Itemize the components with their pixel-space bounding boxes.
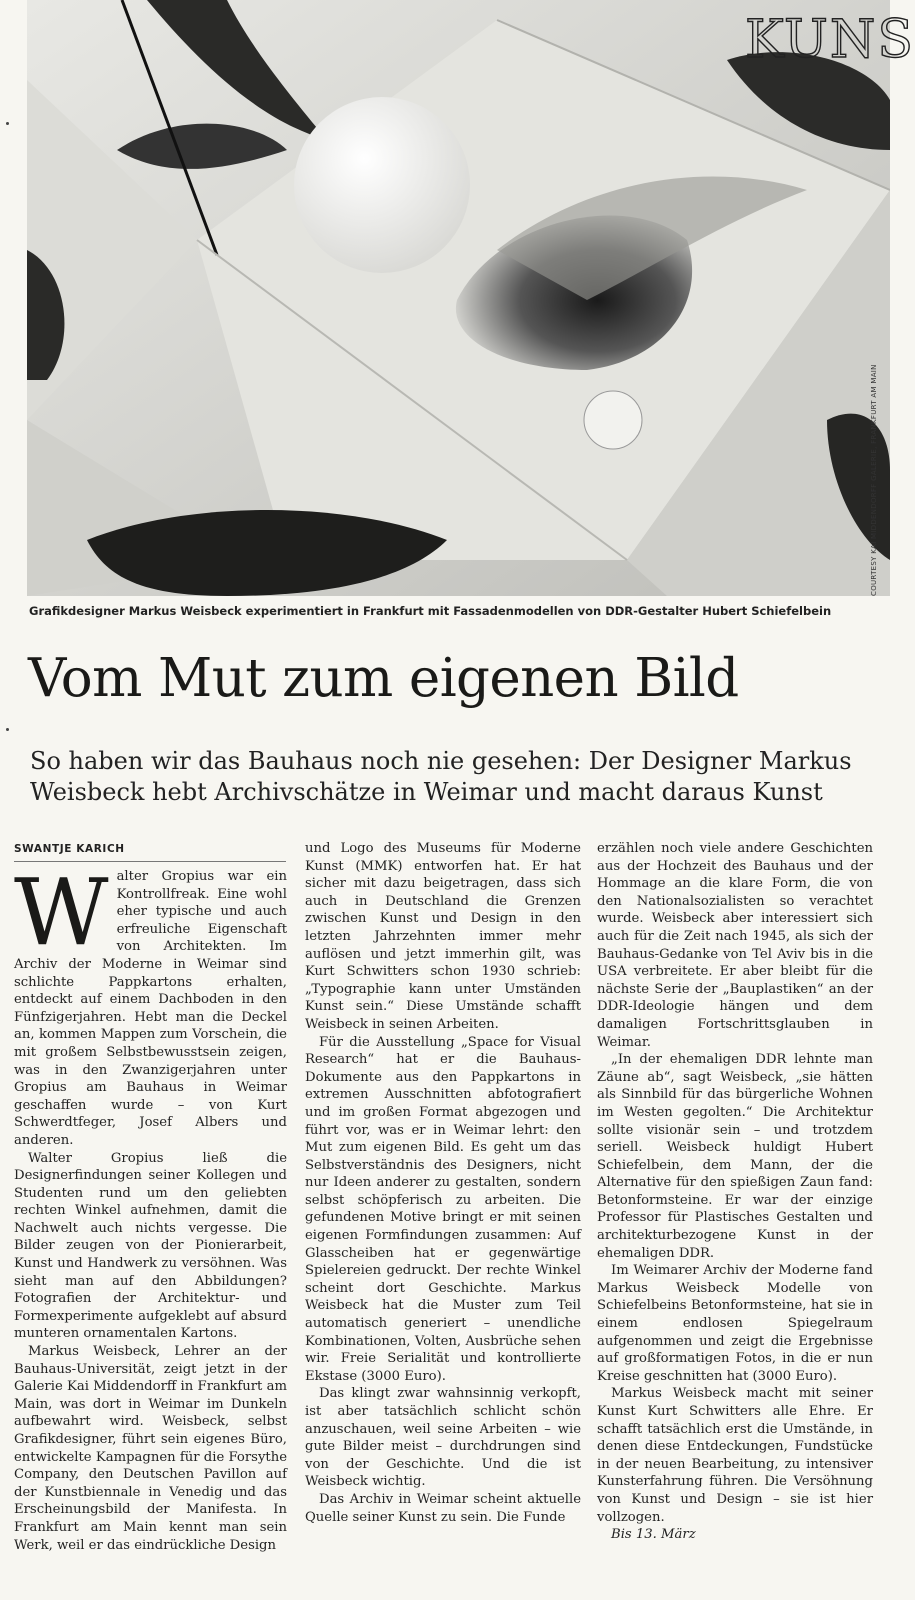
drop-cap: W (14, 859, 109, 966)
paragraph-3: Markus Weisbeck, Lehrer an der Bauhaus-Universität, zeigt jetzt in der Galerie Kai Middendorff in Frankfurt am Main, was dort in Weimar im Dunkeln aufbewahrt wird. Weisbeck, selbst Grafikdesigner, führt sein eigenes Büro, entwickelte Kampagnen für die Forsythe Company, den Deutschen Pavillon auf der Kunstbiennale in Venedig und das Erscheinungsbild der Manifesta. In Frankfurt am Main kennt man sein Werk, weil er das eindrückliche Design (14, 1344, 287, 1553)
paragraph-10: Im Weimarer Archiv der Moderne fand Markus Weisbeck Modelle von Schiefelbeins Betonformsteine, hat sie in einem endlosen Spiegelraum aufgenommen und zeigt die Ergebnisse auf großformatigen Fotos, in die er nun Kreise geschnitten hat (3000 Euro). (597, 1263, 873, 1384)
paragraph-9: „In der ehemaligen DDR lehnte man Zäune ab“, sagt Weisbeck, „sie hätten als Sinnbild für das bürgerliche Wohnen im Westen gegolten.“ Die Architektur sollte visionär sein – und trotzdem seriell. Weisbeck huldigt Hubert Schiefelbein, dem Mann, der die Alternative für den spießigen Zaun fand: Betonformsteine. Er war der einzige Professor für Plastisches Gestalten und architekturbezogene Kunst in der ehemaligen DDR. (597, 1052, 873, 1261)
column-2 (305, 840, 581, 1526)
photo-credit: COURTESY KAI MIDDENDORFF GALERIE, FRANKFURT AM MAIN (870, 364, 878, 596)
headline: Vom Mut zum eigenen Bild (28, 648, 739, 709)
section-label: KUNS (745, 10, 915, 70)
author-byline: SWANTJE KARICH (14, 843, 286, 862)
paragraph-6: Das klingt zwar wahnsinnig verkopft, ist aber tatsächlich schlicht schön anzuschauen, weil seine Arbeiten – wie gute Bilder meist – durchdrungen sind von der Geschichte. Und die ist Weisbeck wichtig. (305, 1386, 581, 1490)
paragraph-11: Markus Weisbeck macht mit seiner Kunst Kurt Schwitters alle Ehre. Er schafft tatsächlich erst die Umstände, in denen diese Entdeckungen, Fundstücke in der neuen Bearbeitung, zu intensiver Kunsterfahrung führen. Die Versöhnung von Kunst und Design – sie ist hier vollzogen. (597, 1386, 873, 1525)
column-1 (14, 859, 287, 1554)
paragraph-2: Walter Gropius ließ die Designerfindungen seiner Kollegen und Studenten rund um den geliebten rechten Winkel aufnehmen, damit die Nachwelt auch nichts vergesse. Die Bilder zeugen von der Pionierarbeit, Kunst und Handwerk zu versöhnen. Was sieht man auf den Abbildungen? Fotografien der Architektur- und Formexperimente aufgeklebt auf absurd munteren ornamentalen Kartons. (14, 1150, 287, 1342)
paragraph-7: Das Archiv in Weimar scheint aktuelle Quelle seiner Kunst zu sein. Die Funde (305, 1491, 581, 1525)
column-3 (597, 840, 873, 1544)
paragraph-1: Walter Gropius war ein Kontrollfreak. Eine wohl eher typische und auch erfreuliche Eigenschaft von Architekten. Im Archiv der Moderne in Weimar sind schlichte Pappkartons erhalten, entdeckt auf einem Dachboden in den Fünfzigerjahren. Hebt man die Deckel an, kommen Mappen zum Vorschein, die mit großem Selbstbewusstsein zeigen, was in den Zwanzigerjahren unter Gropius am Bauhaus in Weimar geschaffen wurde – von Kurt Schwerdtfeger, Josef Albers und anderen. (14, 859, 287, 1148)
margin-mark (6, 122, 9, 125)
paragraph-4: und Logo des Museums für Moderne Kunst (MMK) entworfen hat. Er hat sicher mit dazu beigetragen, dass sich auch in Deutschland die Grenzen zwischen Kunst und Design in den letzten Jahrzehnten immer mehr auflösen und jetzt immerhin gilt, was Kurt Schwitters schon 1930 schrieb: „Typographie kann unter Umständen Kunst sein.“ Diese Umstände schafft Weisbeck in seinen Arbeiten. (305, 841, 581, 1032)
exhibition-until: Bis 13. März (611, 1527, 696, 1543)
concrete-blocks-image (27, 0, 890, 596)
photo-caption: Grafikdesigner Markus Weisbeck experimentiert in Frankfurt mit Fassadenmodellen von DDR-Gestalter Hubert Schiefelbein (29, 604, 832, 618)
paragraph-5: Für die Ausstellung „Space for Visual Research“ hat er die Bauhaus-Dokumente aus den Pappkartons in extremen Ausschnitten abfotografiert und im großen Format abgezogen und führt vor, was er in Weimar lehrt: den Mut zum eigenen Bild. Es geht um das Selbstverständnis des Designers, nicht nur Ideen anderer zu gestalten, sondern selbst schöpferisch zu arbeiten. Die gefundenen Motive bringt er mit seinen eigenen Formfindungen zusammen: Auf Glasscheiben hat er gegenwärtige Spielereien gedruckt. Der rechte Winkel scheint dort Geschichte. Markus Weisbeck hat die Muster zum Teil automatisch generiert – unendliche Kombinationen, Volten, Ausbrüche sehen wir. Freie Serialität und kontrollierte Ekstase (3000 Euro). (305, 1034, 581, 1384)
paragraph-8: erzählen noch viele andere Geschichten aus der Hochzeit des Bauhaus und der Hommage an die klare Form, die von den Nationalsozialisten so verachtet wurde. Weisbeck aber interessiert sich auch für die Zeit nach 1945, als sich der Bauhaus-Gedanke von Tel Aviv bis in die USA verbreitete. Er aber bleibt für die nächste Serie der „Bauplastiken“ an der DDR-Ideologie hängen und dem damaligen Fortschrittsglauben in Weimar. (597, 841, 873, 1050)
subheadline: So haben wir das Bauhaus noch nie gesehen: Der Designer Markus Weisbeck hebt Archivschätze in Weimar und macht daraus Kunst (30, 747, 852, 807)
margin-mark (6, 728, 9, 731)
article-photo (27, 0, 890, 596)
